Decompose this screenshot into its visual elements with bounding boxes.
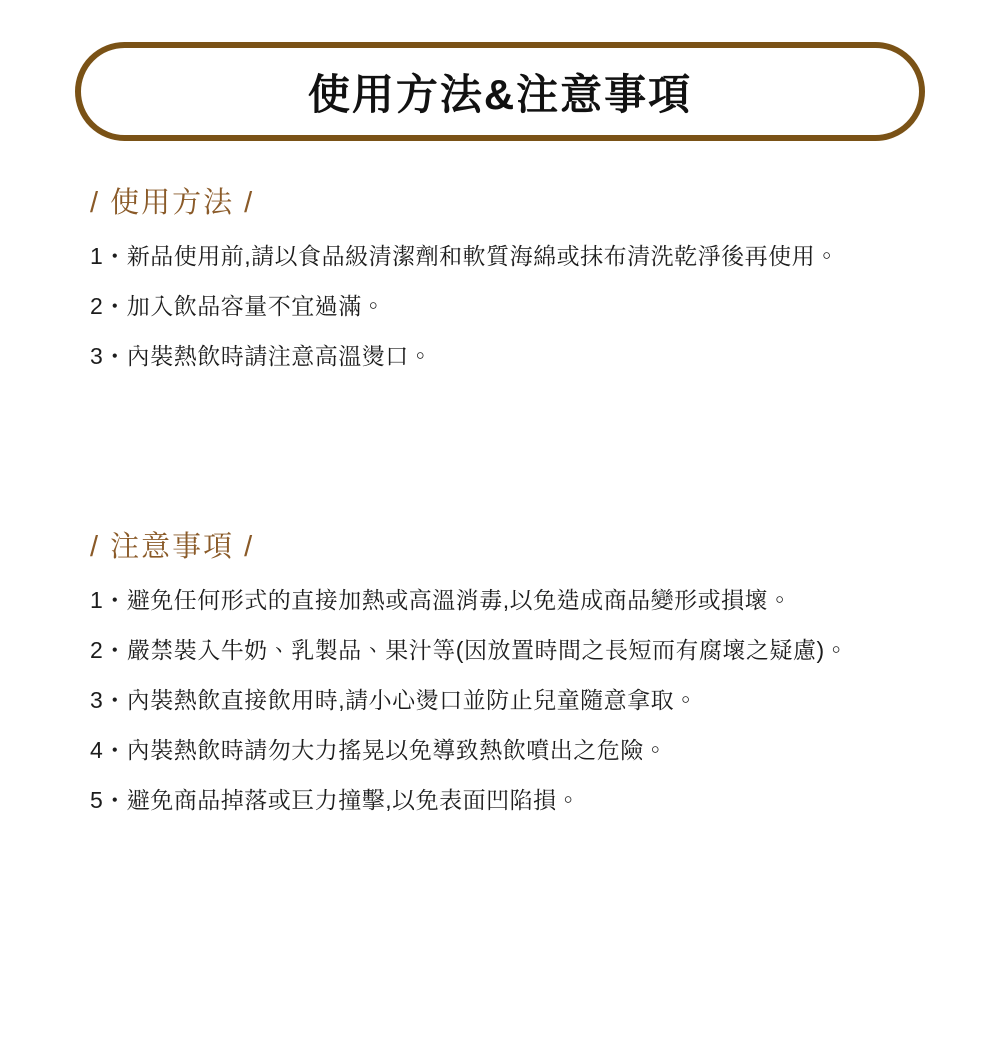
- notice-item-3: 3・內裝熱飲直接飲用時,請小心燙口並防止兒童隨意拿取。: [90, 687, 698, 713]
- page-content: [0, 186, 1000, 816]
- instruction-page: [0, 42, 1000, 1042]
- usage-item-2: 2・加入飲品容量不宜過滿。: [90, 293, 386, 319]
- notice-item-5: 5・避免商品掉落或巨力撞擊,以免表面凹陷損。: [90, 787, 581, 813]
- page-title: 使用方法&注意事項: [307, 70, 693, 118]
- usage-item-1: 1・新品使用前,請以食品級清潔劑和軟質海綿或抹布清洗乾淨後再使用。: [90, 243, 839, 269]
- section-usage: [90, 186, 920, 372]
- section-notice-heading: / 注意事項 /: [90, 531, 255, 563]
- notice-item-1: 1・避免任何形式的直接加熱或高溫消毒,以免造成商品變形或損壞。: [90, 587, 792, 613]
- title-banner: [75, 42, 925, 141]
- section-notice: [90, 530, 920, 816]
- notice-item-2: 2・嚴禁裝入牛奶、乳製品、果汁等(因放置時間之長短而有腐壞之疑慮)。: [90, 637, 849, 663]
- section-usage-heading: / 使用方法 /: [90, 187, 255, 219]
- notice-item-4: 4・內裝熱飲時請勿大力搖晃以免導致熱飲噴出之危險。: [90, 737, 668, 763]
- notice-list: [90, 584, 920, 816]
- usage-list: [90, 240, 920, 372]
- usage-item-3: 3・內裝熱飲時請注意高溫燙口。: [90, 343, 433, 369]
